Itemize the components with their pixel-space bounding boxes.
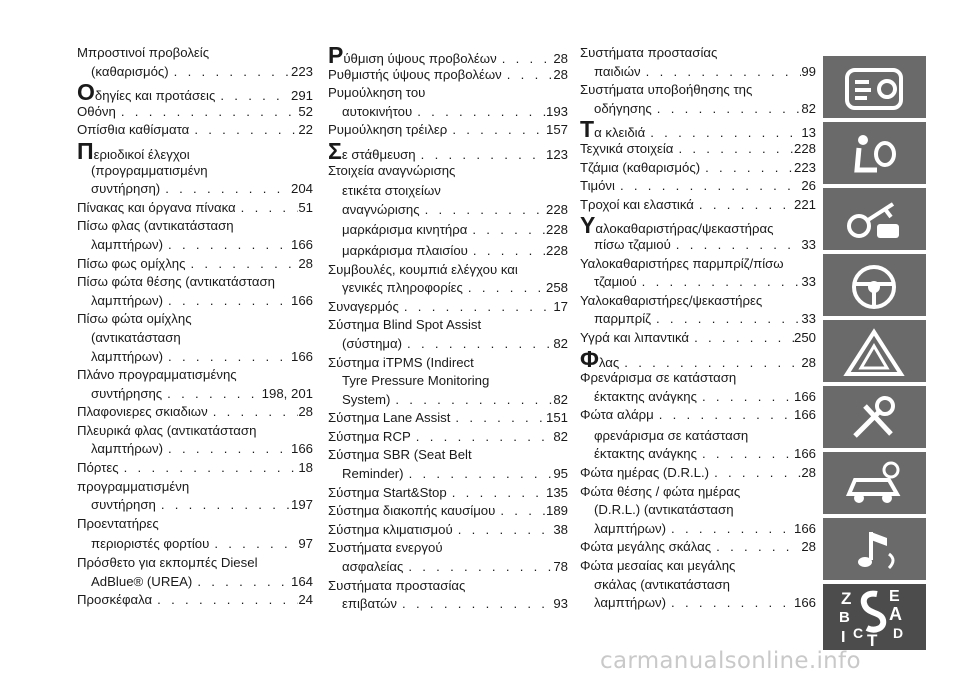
entry-text: έκτακτης ανάγκης: [594, 446, 697, 462]
index-entry: [77, 44, 313, 81]
entry-text: Φώτα μεσαίας και μεγάλης: [580, 558, 736, 574]
index-entry: [580, 212, 816, 254]
index-subentry: [328, 221, 568, 240]
page-number[interactable]: 166: [793, 388, 816, 404]
tab-multimedia[interactable]: [823, 518, 926, 584]
page-number[interactable]: 151: [545, 410, 568, 426]
dot-leader: [700, 159, 794, 178]
tab-maintenance[interactable]: [823, 386, 926, 452]
index-entry: [77, 137, 313, 199]
index-letter-i: I: [841, 629, 846, 646]
index-entry: [580, 369, 816, 406]
page-number[interactable]: 204: [290, 181, 313, 197]
page-number[interactable]: 18: [298, 460, 313, 476]
entry-text: AdBlue® (UREA): [91, 573, 193, 589]
dot-leader: [119, 459, 299, 478]
dot-leader: [163, 440, 291, 459]
index-entry: [77, 79, 313, 106]
index-entry: [580, 44, 816, 81]
entry-text: ετικέτα στοιχείων: [342, 183, 441, 199]
index-letter-b: B: [839, 609, 850, 626]
dot-leader: [209, 535, 298, 554]
page-number[interactable]: 123: [545, 146, 568, 162]
page-number[interactable]: 33: [801, 311, 816, 327]
page-number[interactable]: 22: [298, 122, 313, 138]
page-number[interactable]: 166: [290, 292, 313, 308]
index-entry: [77, 121, 313, 140]
dot-leader: [390, 391, 553, 410]
index-entry: [77, 422, 313, 459]
index-entry: [580, 345, 816, 372]
page-number[interactable]: 26: [801, 178, 816, 194]
index-entry: [328, 84, 568, 121]
index-entry: [77, 255, 313, 274]
index-entry: [580, 196, 816, 215]
dot-leader: [447, 121, 546, 140]
entry-text: οδήγησης: [594, 100, 652, 116]
page-number[interactable]: 78: [553, 559, 568, 575]
page-number[interactable]: 166: [793, 407, 816, 423]
entry-text: έκτακτης ανάγκης: [594, 388, 697, 404]
entry-text: περιοριστές φορτίου: [91, 536, 210, 552]
index-initial-letter: Σ: [328, 137, 342, 164]
index-entry: [328, 42, 568, 68]
index-entry: [328, 521, 568, 540]
index-entry: [328, 539, 568, 576]
dot-leader: [467, 221, 546, 240]
page-number[interactable]: 166: [290, 348, 313, 364]
entry-text: ασφαλείας: [342, 559, 404, 575]
index-entry: [580, 292, 816, 329]
index-initial-letter: Ρ: [328, 42, 344, 68]
entry-text: συντήρησης: [91, 385, 163, 401]
index-subentry: [580, 427, 816, 464]
chapter-tabs-sidebar: [823, 56, 926, 648]
index-entry: [328, 137, 568, 164]
page-number[interactable]: 82: [553, 335, 568, 351]
watermark: carmanualsonline.info: [600, 648, 861, 674]
entry-text: Συστήματα υποβοήθησης της: [580, 82, 753, 98]
index-letter-d: D: [893, 625, 904, 641]
index-letter-c: C: [853, 625, 864, 641]
entry-text: λαμπτήρων): [594, 595, 667, 611]
page-number[interactable]: 250: [793, 329, 816, 345]
entry-text: μαρκάρισμα κινητήρα: [342, 222, 468, 238]
dot-leader: [447, 484, 546, 503]
page-number[interactable]: 52: [298, 103, 313, 119]
entry-text: Reminder): [342, 466, 404, 482]
entry-text: εριοδικοί έλεγχοι: [93, 146, 190, 162]
entry-text: Σύστημα Lane Assist: [328, 410, 451, 426]
warning-triangle-icon: [841, 328, 907, 378]
index-entry: [580, 177, 816, 196]
index-column-1: [77, 44, 313, 610]
entry-text: λαμπτήρων): [91, 292, 164, 308]
entry-text: Συστήματα προστασίας: [328, 577, 466, 593]
index-entry: [77, 366, 313, 403]
dot-leader: [163, 348, 291, 367]
entry-text: φρενάρισμα σε κατάσταση: [594, 427, 749, 443]
dot-leader: [711, 538, 801, 557]
entry-text: Πλάνο προγραμματισμένης: [77, 367, 237, 383]
index-entry: [77, 478, 313, 515]
page-number[interactable]: 193: [545, 103, 568, 119]
page-number[interactable]: 33: [801, 236, 816, 252]
entry-text: Τροχοί και ελαστικά: [580, 196, 694, 212]
entry-text: Υγρά και λιπαντικά: [580, 329, 690, 345]
steering-wheel-icon: [841, 262, 907, 312]
dot-leader: [654, 406, 794, 425]
entry-text: Ρυμούλκηση τρέιλερ: [328, 122, 448, 138]
page-number[interactable]: 228: [545, 201, 568, 217]
dot-leader: [160, 180, 291, 199]
dot-leader: [671, 236, 802, 255]
entry-text: Σύστημα Blind Spot Assist: [328, 317, 482, 333]
index-entry: [580, 557, 816, 613]
index-entry: [328, 409, 568, 428]
index-entry: [328, 502, 568, 521]
index-column-3: [580, 44, 816, 613]
dot-leader: [169, 63, 291, 82]
index-entry: [580, 81, 816, 118]
entry-text: λαμπτήρων): [91, 348, 164, 364]
entry-text: (προγραμματισμένη: [91, 162, 208, 178]
entry-text: Ρυθμιστής ύψους προβολέων: [328, 66, 502, 82]
index-entry: [328, 316, 568, 353]
index-entry: [580, 406, 816, 425]
page-number[interactable]: 258: [545, 280, 568, 296]
page-number[interactable]: 223: [793, 159, 816, 175]
page-number[interactable]: 189: [545, 503, 568, 519]
entry-text: Σύστημα iTPMS (Indirect: [328, 354, 474, 370]
entry-text: Πίσω φώτα θέσης (αντικατάσταση: [77, 274, 275, 290]
entry-text: Πλαφονιερες σκιαδιων: [77, 404, 208, 420]
tab-technical-data[interactable]: [823, 452, 926, 518]
tab-driving[interactable]: [823, 254, 926, 320]
dot-leader: [450, 409, 546, 428]
entry-text: συντήρηση): [91, 181, 161, 197]
entry-text: αυτοκινήτου: [342, 103, 413, 119]
index-letter-t: T: [867, 631, 878, 648]
entry-text: Συμβουλές, κουμπιά ελέγχου και: [328, 261, 518, 277]
entry-text: συντήρηση: [91, 497, 156, 513]
index-entry: [77, 273, 313, 310]
entry-text: Σύστημα SBR (Seat Belt: [328, 447, 472, 463]
entry-text: System): [342, 391, 391, 407]
index-entry: [328, 66, 568, 85]
page-number[interactable]: 228: [793, 140, 816, 156]
entry-text: Σύστημα Start&Stop: [328, 484, 447, 500]
page-number[interactable]: 82: [553, 391, 568, 407]
page-number[interactable]: 221: [793, 196, 816, 212]
page-number[interactable]: 51: [298, 199, 313, 215]
dot-leader: [502, 66, 554, 85]
page-number[interactable]: 157: [545, 122, 568, 138]
entry-text: λας: [598, 354, 620, 370]
entry-text: (σύστημα): [342, 335, 403, 351]
car-key-icon: [841, 196, 907, 246]
dot-leader: [463, 279, 546, 298]
seat-airbag-icon: [841, 130, 907, 180]
page-number[interactable]: 291: [290, 88, 313, 104]
dot-leader: [637, 273, 802, 292]
entry-text: Πρόσθετο για εκπομπές Diesel: [77, 555, 258, 571]
index-entry: [77, 403, 313, 422]
index-entry: [580, 116, 816, 143]
entry-text: Υαλοκαθαριστήρες παρμπρίζ/πίσω: [580, 255, 784, 271]
index-entry: [580, 464, 816, 483]
page-number[interactable]: 166: [793, 520, 816, 536]
dot-leader: [420, 201, 546, 220]
entry-text: γενικές πληροφορίες: [342, 280, 463, 296]
page-number[interactable]: 166: [290, 236, 313, 252]
dot-leader: [697, 388, 794, 407]
entry-text: α κλειδιά: [594, 125, 646, 141]
entry-text: Πίσω φλας (αντικατάσταση: [77, 218, 234, 234]
wrench-tools-icon: [841, 394, 907, 444]
index-column-2: [328, 44, 568, 614]
entry-text: Μπροστινοί προβολείς: [77, 45, 210, 60]
index-entry: [77, 591, 313, 610]
entry-text: Tyre Pressure Monitoring: [342, 373, 490, 389]
entry-text: Πόρτες: [77, 460, 119, 476]
entry-text: (αντικατάσταση: [91, 329, 181, 345]
dot-leader: [163, 236, 291, 255]
entry-text: Υαλοκαθαριστήρες/ψεκαστήρες: [580, 292, 763, 308]
entry-text: (καθαρισμός): [91, 63, 169, 79]
entry-text: αναγνώρισης: [342, 201, 420, 217]
index-entry: [328, 428, 568, 447]
page-number[interactable]: 28: [553, 66, 568, 82]
dot-leader: [162, 385, 262, 404]
page-number[interactable]: 28: [801, 539, 816, 555]
dot-leader: [402, 335, 553, 354]
entry-text: Συναγερμός: [328, 298, 399, 314]
entry-text: λαμπτήρων): [91, 441, 164, 457]
entry-text: Σύστημα διακοπής καυσίμου: [328, 503, 496, 519]
entry-text: Πλευρικά φλας (αντικατάσταση: [77, 422, 257, 438]
entry-text: επιβατών: [342, 596, 398, 612]
dashboard-icon: [841, 64, 907, 114]
dot-leader: [404, 465, 554, 484]
page-number[interactable]: 93: [553, 596, 568, 612]
index-entry: [77, 310, 313, 366]
entry-text: ε στάθμευση: [341, 146, 416, 162]
index-entry: [580, 538, 816, 557]
dot-leader: [453, 521, 554, 540]
index-entry: [328, 577, 568, 614]
entry-text: Φρενάρισμα σε κατάσταση: [580, 370, 737, 386]
entry-text: ύθμιση ύψους προβολέων: [343, 51, 497, 66]
index-entry: [580, 483, 816, 539]
index-subentry: [328, 242, 568, 261]
entry-text: Φώτα θέσης / φώτα ημέρας: [580, 483, 741, 499]
dot-leader: [163, 292, 291, 311]
entry-text: αλοκαθαριστήρας/ψεκαστήρας: [595, 221, 774, 237]
page-number[interactable]: 28: [801, 354, 816, 370]
dot-leader: [709, 464, 801, 483]
alphabetical-index-icon: [837, 586, 909, 648]
dot-leader: [208, 403, 299, 422]
index-entry: [77, 554, 313, 591]
entry-text: Πίσω φως ομίχλης: [77, 255, 186, 271]
index-entry: [77, 103, 313, 122]
car-specs-icon: [841, 460, 907, 510]
dot-leader: [411, 428, 554, 447]
entry-text: Ρυμούλκηση του: [328, 85, 426, 101]
page-number[interactable]: 166: [290, 441, 313, 457]
index-entry: [580, 255, 816, 292]
page-number[interactable]: 97: [298, 536, 313, 552]
entry-text: πίσω τζαμιού: [594, 236, 671, 252]
page-number[interactable]: 13: [801, 125, 816, 141]
dot-leader: [666, 520, 794, 539]
dot-leader: [192, 573, 291, 592]
page-number[interactable]: 28: [298, 255, 313, 271]
entry-text: προγραμματισμένη: [77, 478, 190, 494]
index-letter-e: E: [889, 588, 900, 605]
index-entry: [580, 329, 816, 348]
entry-text: Φώτα μεγάλης σκάλας: [580, 539, 712, 555]
entry-text: μαρκάρισμα πλαισίου: [342, 242, 468, 258]
tab-dashboard[interactable]: [823, 56, 926, 122]
index-subentry: [328, 182, 568, 219]
entry-text: τζαμιού: [594, 274, 637, 290]
page-number[interactable]: 28: [801, 465, 816, 481]
entry-text: Προσκέφαλα: [77, 592, 153, 608]
dot-leader: [697, 445, 794, 464]
index-initial-letter: Υ: [580, 212, 596, 239]
page-number[interactable]: 223: [290, 63, 313, 79]
page-number[interactable]: 38: [553, 521, 568, 537]
page-number[interactable]: 166: [793, 446, 816, 462]
entry-text: Συστήματα προστασίας: [580, 45, 718, 60]
dot-leader: [186, 255, 299, 274]
entry-text: (D.R.L.) (αντικατάσταση: [594, 502, 734, 518]
page-number[interactable]: 17: [553, 298, 568, 314]
index-entry: [77, 217, 313, 254]
dot-leader: [236, 199, 299, 218]
media-icon: [841, 526, 907, 576]
index-initial-letter: Π: [77, 137, 94, 164]
dot-leader: [689, 329, 794, 348]
entry-text: Σύστημα RCP: [328, 428, 411, 444]
dot-leader: [694, 196, 794, 215]
index-entry: [77, 459, 313, 478]
dot-leader: [652, 100, 802, 119]
page-number[interactable]: 82: [553, 428, 568, 444]
entry-text: Πίσω φώτα ομίχλης: [77, 311, 192, 327]
dot-leader: [397, 595, 553, 614]
dot-leader: [641, 63, 802, 82]
entry-text: παρμπρίζ: [594, 311, 651, 327]
index-initial-letter: Φ: [580, 345, 599, 372]
index-letter-z: Z: [841, 589, 852, 608]
page-number[interactable]: 135: [545, 484, 568, 500]
index-entry: [77, 199, 313, 218]
tab-starting[interactable]: [823, 188, 926, 254]
dot-leader: [399, 298, 553, 317]
page-number[interactable]: 28: [553, 51, 568, 66]
index-initial-letter: Ο: [77, 79, 95, 106]
dot-leader: [651, 310, 801, 329]
entry-text: Τιμόνι: [580, 178, 615, 194]
entry-text: Σύστημα κλιματισμού: [328, 521, 453, 537]
page-number[interactable]: 198, 201: [261, 385, 313, 401]
dot-leader: [189, 121, 298, 140]
entry-text: Στοιχεία αναγνώρισης: [328, 162, 456, 178]
entry-text: Συστήματα ενεργού: [328, 540, 443, 556]
page-number[interactable]: 228: [545, 222, 568, 238]
dot-leader: [403, 558, 553, 577]
dot-leader: [116, 103, 298, 122]
dot-leader: [615, 177, 801, 196]
entry-text: σκάλας (αντικατάσταση: [594, 576, 730, 592]
index-entry: [328, 446, 568, 483]
index-initial-letter: Τ: [580, 116, 595, 143]
entry-text: δηγίες και προτάσεις: [94, 88, 216, 104]
index-letter-a: A: [889, 604, 902, 624]
index-entry: [580, 140, 816, 159]
entry-text: παιδιών: [594, 63, 641, 79]
entry-text: Οπίσθια καθίσματα: [77, 122, 190, 138]
index-entry: [580, 159, 816, 178]
entry-text: Προεντατήρες: [77, 515, 159, 531]
entry-text: Τζάμια (καθαρισμός): [580, 159, 701, 175]
entry-text: Τεχνικά στοιχεία: [580, 140, 674, 156]
page-number[interactable]: 33: [801, 274, 816, 290]
dot-leader: [673, 140, 794, 159]
index-entry: [328, 354, 568, 410]
entry-text: Πίνακας και όργανα πίνακα: [77, 199, 236, 215]
page-number[interactable]: 166: [793, 595, 816, 611]
tab-safety[interactable]: [823, 122, 926, 188]
tab-emergency[interactable]: [823, 320, 926, 386]
page-number[interactable]: 24: [298, 592, 313, 608]
page-number[interactable]: 197: [290, 497, 313, 513]
page-number[interactable]: 95: [553, 466, 568, 482]
index-entry: [328, 298, 568, 317]
entry-text: Φώτα ημέρας (D.R.L.): [580, 465, 710, 481]
entry-text: λαμπτήρων): [594, 520, 667, 536]
index-entry: [77, 515, 313, 534]
dot-leader: [412, 103, 546, 122]
entry-text: λαμπτήρων): [91, 236, 164, 252]
dot-leader: [666, 594, 794, 613]
page-number[interactable]: 228: [545, 242, 568, 258]
index-entry: [328, 484, 568, 503]
page-number[interactable]: 28: [298, 404, 313, 420]
dot-leader: [468, 242, 546, 261]
page-number[interactable]: 164: [290, 573, 313, 589]
dot-leader: [156, 496, 291, 515]
tab-alphabetical-index[interactable]: [823, 584, 926, 650]
dot-leader: [495, 502, 546, 521]
entry-text: Φώτα αλάρμ: [580, 407, 654, 423]
index-entry: [328, 261, 568, 298]
index-subentry: [77, 535, 313, 554]
page-number[interactable]: 82: [801, 100, 816, 116]
page-number[interactable]: 99: [801, 63, 816, 79]
dot-leader: [152, 591, 298, 610]
index-entry: [328, 121, 568, 140]
entry-text: Οθόνη: [77, 103, 116, 119]
